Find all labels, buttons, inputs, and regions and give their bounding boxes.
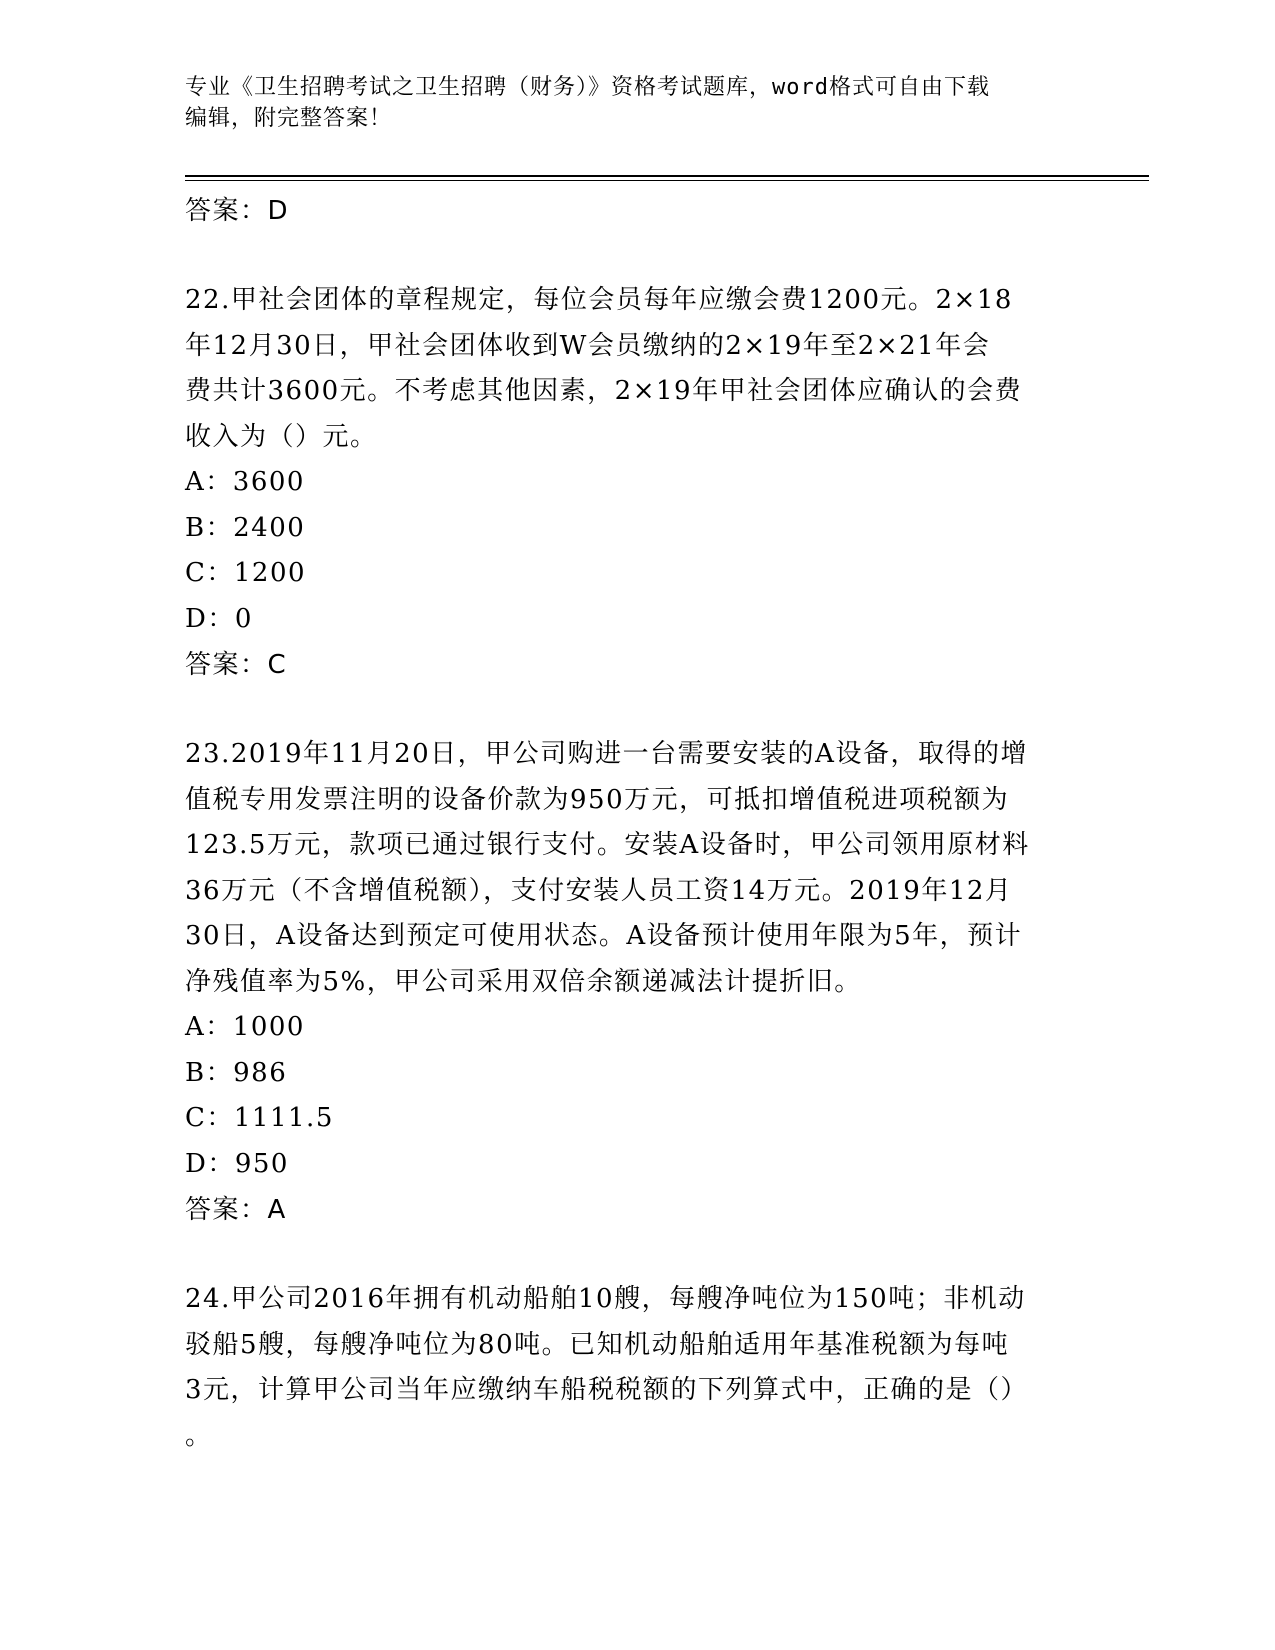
header-line-1: 专业《卫生招聘考试之卫生招聘（财务）》资格考试题库，word格式可自由下载 (185, 75, 990, 100)
option-a: A：1000 (185, 1012, 305, 1042)
header-line-2: 编辑，附完整答案！ (185, 106, 393, 131)
question-text (185, 732, 1085, 1005)
question-line: 年12月30日，甲社会团体收到W会员缴纳的2×19年至2×21年会 (185, 330, 991, 361)
question-line: 123.5万元，款项已通过银行支付。安装A设备时，甲公司领用原材料 (185, 830, 1030, 860)
option-c: C：1200 (185, 558, 307, 588)
option-d: D：0 (185, 603, 253, 634)
question-line: 收入为（）元。 (185, 421, 378, 452)
option-c: C：1111.5 (185, 1103, 334, 1133)
question-line: 36万元（不含增值税额），支付安装人员工资14万元。2019年12月 (185, 875, 1013, 906)
question-content (185, 188, 1085, 1459)
spacer (185, 688, 1085, 732)
question-block (185, 732, 1085, 1233)
question-line: 24.甲公司2016年拥有机动船舶10艘，每艘净吨位为150吨；非机动 (185, 1284, 1026, 1314)
previous-answer: 答案：D (185, 196, 290, 226)
question-text (185, 1277, 1085, 1459)
question-block (185, 1277, 1085, 1459)
option-b: B：986 (185, 1057, 288, 1088)
answer-line: 答案：C (185, 650, 288, 680)
spacer (185, 234, 1085, 278)
answer-line: 答案：A (185, 1195, 287, 1225)
spacer (185, 1233, 1085, 1277)
question-line: 驳船5艘，每艘净吨位为80吨。已知机动船舶适用年基准税额为每吨 (185, 1329, 1010, 1360)
question-line: 3元，计算甲公司当年应缴纳车船税税额的下列算式中，正确的是（） (185, 1375, 1029, 1405)
question-line: 费共计3600元。不考虑其他因素，2×19年甲社会团体应确认的会费 (185, 376, 1023, 406)
option-b: B：2400 (185, 512, 306, 543)
page-header (185, 72, 1085, 134)
question-block (185, 278, 1085, 688)
question-line: 净残值率为5%，甲公司采用双倍余额递减法计提折旧。 (185, 966, 862, 997)
header-divider-thin (185, 180, 1149, 181)
header-divider-thick (185, 175, 1149, 177)
question-line: 30日，A设备达到预定可使用状态。A设备预计使用年限为5年，预计 (185, 921, 1023, 951)
question-line: 23.2019年11月20日，甲公司购进一台需要安装的A设备，取得的增 (185, 739, 1028, 769)
question-line: 。 (185, 1420, 213, 1451)
question-line: 值税专用发票注明的设备价款为950万元，可抵扣增值税进项税额为 (185, 784, 1010, 815)
question-line: 22.甲社会团体的章程规定，每位会员每年应缴会费1200元。2×18 (185, 285, 1013, 315)
option-a: A：3600 (185, 467, 305, 497)
option-d: D：950 (185, 1148, 289, 1179)
question-text (185, 278, 1085, 460)
